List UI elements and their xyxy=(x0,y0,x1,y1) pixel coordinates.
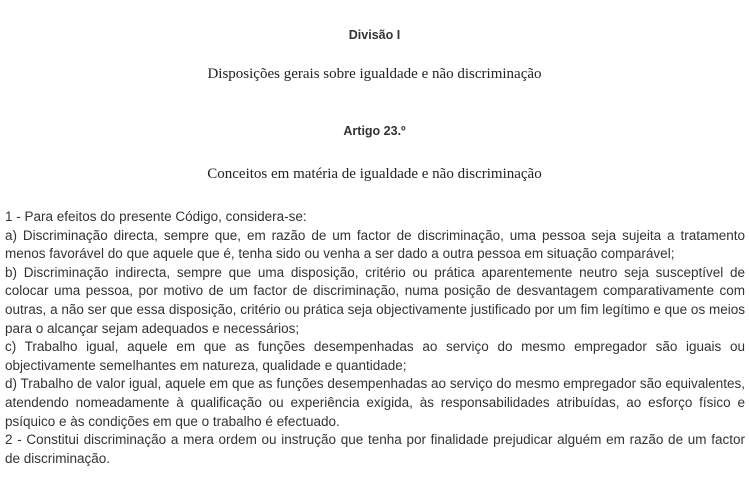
article-body xyxy=(5,208,745,468)
paragraph-1: 1 - Para efeitos do presente Código, considera-se: xyxy=(5,209,307,224)
paragraph-1d: d) Trabalho de valor igual, aquele em que as funções desempenhadas ao serviço do mesmo empregador são equivalentes, atendendo nomeadamente à qualificação ou experiência exigida, às responsabilidades atribuídas, ao esforço físico e psíquico e às condições em que o trabalho é efectuado. xyxy=(5,376,745,429)
division-heading: Divisão I xyxy=(348,28,401,42)
paragraph-1c: c) Trabalho igual, aquele em que as funções desempenhadas ao serviço do mesmo empregador são iguais ou objectivamente semelhantes em natureza, qualidade e quantidade; xyxy=(5,339,745,373)
article-subtitle: Conceitos em matéria de igualdade e não discriminação xyxy=(207,166,542,182)
paragraph-1a: a) Discriminação directa, sempre que, em razão de um factor de discriminação, uma pessoa seja sujeita a tratamento menos favorável do que aquele que é, tenha sido ou venha a ser dado a outra pessoa em situação comparável; xyxy=(5,227,745,262)
paragraph-1b: b) Discriminação indirecta, sempre que uma disposição, critério ou prática aparentemente neutro seja susceptível de colocar uma pessoa, por motivo de um factor de discriminação, numa posição de desvantagem comparativamente com outras, a não ser que essa disposição, critério ou prática seja objectivamente justificado por um fim legítimo e que os meios para o alcançar sejam adequados e necessários; xyxy=(5,264,745,336)
division-subtitle: Disposições gerais sobre igualdade e não discriminação xyxy=(207,66,542,82)
paragraph-2: 2 - Constitui discriminação a mera ordem ou instrução que tenha por finalidade prejudicar alguém em razão de um factor de discriminação. xyxy=(5,432,745,466)
article-heading: Artigo 23.º xyxy=(343,124,406,138)
